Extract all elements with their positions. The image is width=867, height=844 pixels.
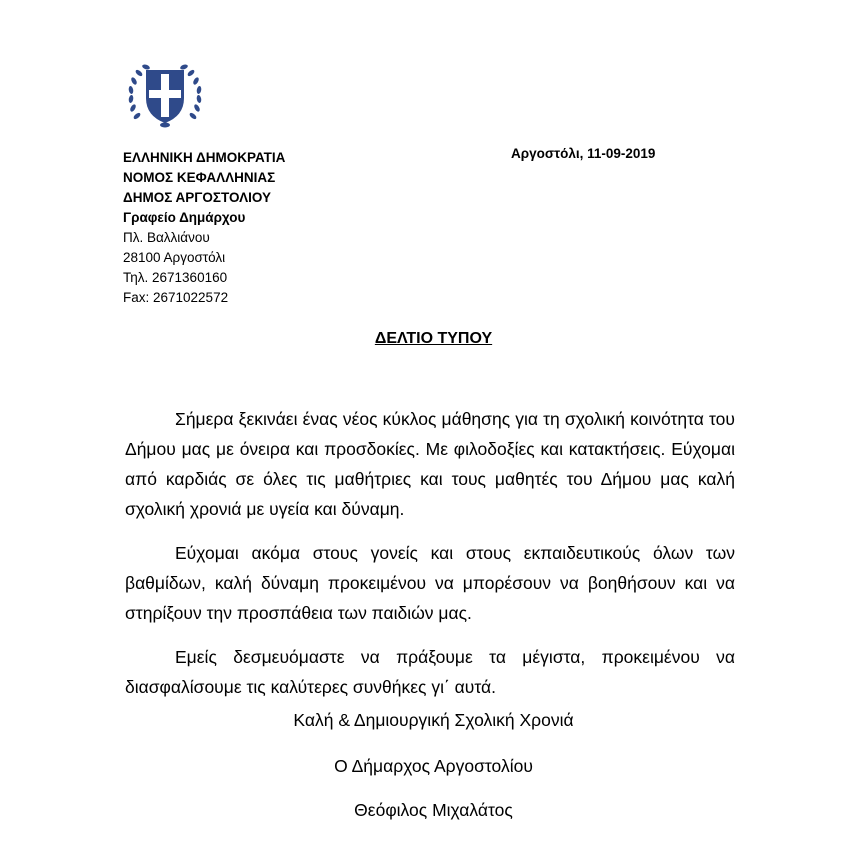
signature-role: Ο Δήμαρχος Αργοστολίου	[334, 756, 533, 776]
greek-coat-of-arms-icon	[126, 58, 204, 130]
letterhead-republic: ΕΛΛΗΝΙΚΗ ΔΗΜΟΚΡΑΤΙΑ	[123, 150, 286, 165]
document-title: ΔΕΛΤΙΟ ΤΥΠΟΥ	[374, 330, 493, 347]
body-paragraph: Σήμερα ξεκινάει ένας νέος κύκλος μάθησης για τη σχολική κοινότητα του Δήμου μας με όνειρα και προσδοκίες. Με φιλοδοξίες και κατακτήσεις. Εύχομαι από καρδιάς σε όλες τις μαθήτριες και τους μαθητές του Δήμου μας καλή σχολική χρονιά με υγεία και δύναμη.	[125, 409, 735, 519]
letterhead-phone: Τηλ. 2671360160	[123, 270, 228, 285]
body-paragraph: Εμείς δεσμευόμαστε να πράξουμε τα μέγιστα, προκειμένου να διασφαλίσουμε τις καλύτερες συνθήκες γι΄ αυτά.	[125, 647, 735, 697]
letterhead	[123, 148, 285, 308]
letterhead-fax: Fax: 2671022572	[123, 290, 229, 305]
letterhead-office: Γραφείο Δημάρχου	[123, 210, 246, 225]
letterhead-address: Πλ. Βαλλιάνου	[123, 230, 210, 245]
letterhead-postal: 28100 Αργοστόλι	[123, 250, 226, 265]
letterhead-municipality: ΔΗΜΟΣ ΑΡΓΟΣΤΟΛΙΟΥ	[123, 190, 272, 205]
document-date: Αργοστόλι, 11-09-2019	[511, 146, 656, 161]
closing-wish: Καλή & Δημιουργική Σχολική Χρονιά	[293, 710, 574, 730]
body-paragraph: Εύχομαι ακόμα στους γονείς και στους εκπαιδευτικούς όλων των βαθμίδων, καλή δύναμη προκειμένου να μπορέσουν να βοηθήσουν και να στηρίξουν την προσπάθεια των παιδιών μας.	[125, 543, 735, 623]
document-body	[125, 404, 735, 702]
letterhead-prefecture: ΝΟΜΟΣ ΚΕΦΑΛΛΗΝΙΑΣ	[123, 170, 276, 185]
signature-name: Θεόφιλος Μιχαλάτος	[354, 800, 513, 820]
